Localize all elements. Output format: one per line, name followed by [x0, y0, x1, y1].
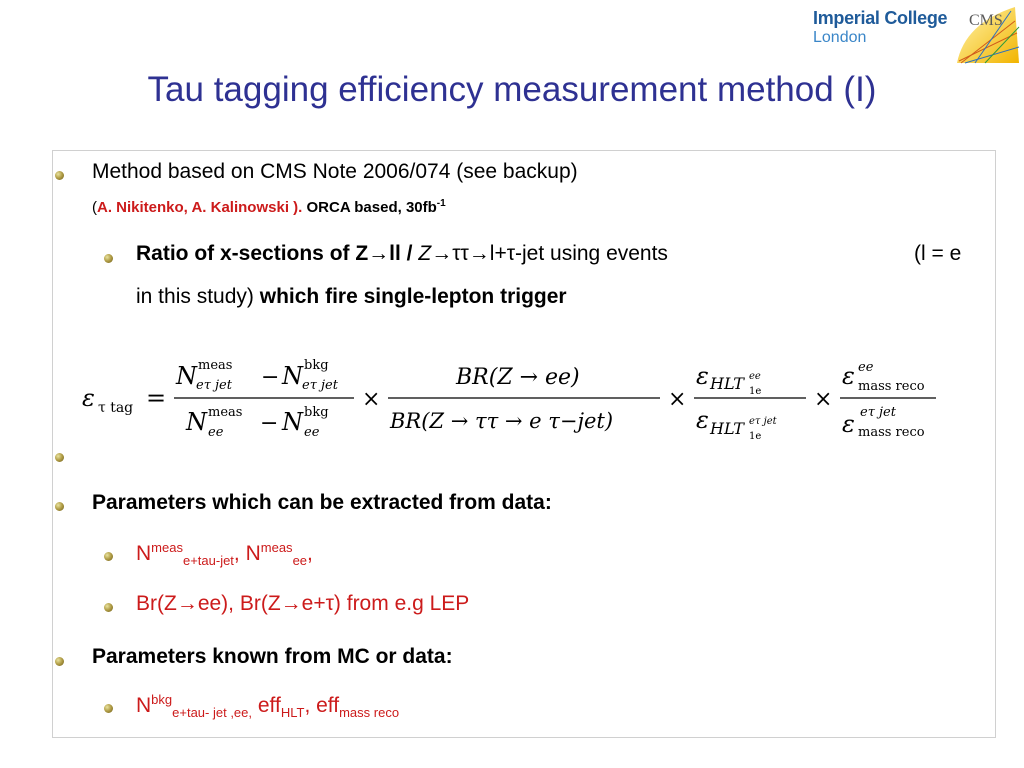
- n-symbol: N: [136, 542, 152, 565]
- f1-den-minus: −: [260, 411, 279, 436]
- f3-den-subsup: eτ jet: [749, 416, 777, 427]
- f1-den-b-sup: bkg: [304, 405, 329, 420]
- slide-title: Tau tagging efficiency measurement method (I): [147, 70, 877, 109]
- f4-den-sup: eτ jet: [860, 405, 896, 420]
- f3-den-subsub: 1e: [749, 431, 762, 442]
- f1-num-a-sup: meas: [198, 358, 233, 373]
- f3-num-subsup: ee: [749, 371, 761, 382]
- f4-num-sub: mass reco: [858, 379, 925, 394]
- f1-den-a-sup: meas: [208, 405, 243, 420]
- bullet-icon: [104, 552, 113, 561]
- f4-num-sup: ee: [858, 360, 874, 375]
- nbkg-sup: bkg: [151, 692, 173, 707]
- bullet-icon: [55, 502, 64, 511]
- f3-den: ε: [696, 406, 709, 434]
- bullet-icon: [55, 657, 64, 666]
- bullet-icon: [104, 254, 113, 263]
- extracted-item2: Br(Z→ee), Br(Z→e+τ) from e.g LEP: [136, 592, 470, 615]
- bullet-icon: [55, 171, 64, 180]
- eff-mass: eff: [310, 694, 340, 717]
- n-sub2: ee: [292, 553, 308, 569]
- ratio-part3: ττ→l+τ-jet using events: [452, 242, 668, 265]
- ratio-line1: [136, 242, 668, 266]
- n-end: ,: [307, 542, 313, 565]
- formula-lhs-sub: τ tag: [98, 400, 134, 416]
- f1-den-b-sub: ee: [304, 425, 320, 440]
- n-sub: e+tau-jet: [182, 553, 234, 569]
- f1-num-b: N: [282, 362, 303, 390]
- ratio-line2: [136, 285, 567, 309]
- f2-num: BR(Z → ee): [456, 365, 580, 390]
- f1-den-b: N: [282, 408, 303, 436]
- eff-hlt: eff: [252, 694, 281, 717]
- bullet-icon: [55, 453, 64, 462]
- extracted-item1: [136, 540, 313, 568]
- f1-den-a: N: [186, 408, 207, 436]
- f3-num: ε: [696, 362, 709, 390]
- known-item1: [136, 692, 399, 720]
- ratio-part2: Z→: [412, 242, 453, 265]
- known-heading: Parameters known from MC or data:: [92, 645, 453, 668]
- citation-line: [92, 198, 446, 216]
- cms-logo-text: CMS: [969, 12, 1003, 29]
- times-3: ×: [814, 387, 833, 412]
- bullet-icon: [104, 704, 113, 713]
- orca-note: ORCA based, 30fb: [306, 199, 437, 216]
- f1-den-a-sub: ee: [208, 425, 224, 440]
- f1-num-a-sub: eτ jet: [196, 378, 232, 393]
- f4-den: ε: [842, 410, 855, 438]
- authors: A. Nikitenko, A. Kalinowski ).: [97, 199, 303, 216]
- nbkg-sub: e+tau- jet ,ee,: [172, 705, 253, 721]
- f1-minus: −: [261, 365, 280, 390]
- f3-num-sub: HLT: [710, 374, 744, 393]
- n-sup: meas: [151, 540, 183, 555]
- efficiency-formula: [78, 346, 948, 446]
- formula-eq: =: [146, 384, 167, 412]
- f3-den-sub: HLT: [710, 419, 744, 438]
- paren-open: (: [92, 199, 97, 216]
- nbkg-symbol: N: [136, 694, 152, 717]
- times-1: ×: [362, 387, 381, 412]
- f4-num: ε: [842, 362, 855, 390]
- ratio-part4: (l = e: [914, 242, 962, 265]
- eff-mass-sub: mass reco: [339, 705, 400, 721]
- logo-line2: London: [813, 29, 867, 46]
- ratio-line2-plain: in this study): [136, 285, 254, 308]
- n-sup2: meas: [260, 540, 293, 555]
- n-sep: , N: [233, 542, 261, 565]
- f1-num-b-sup: bkg: [304, 358, 329, 373]
- f3-num-subsub: 1e: [749, 386, 762, 397]
- f1-num-b-sub: eτ jet: [302, 378, 338, 393]
- times-2: ×: [668, 387, 687, 412]
- eff-hlt-sub: HLT: [280, 705, 305, 721]
- bullet-method: Method based on CMS Note 2006/074 (see backup): [92, 160, 578, 183]
- ratio-part1: Ratio of x-sections of Z→ll /: [136, 242, 413, 265]
- f1-num-a: N: [176, 362, 197, 390]
- f2-den: BR(Z → ττ → e τ−jet): [390, 409, 614, 433]
- ratio-line2-bold: which fire single-lepton trigger: [259, 285, 567, 308]
- formula-lhs: ε: [82, 384, 95, 412]
- eff-comma: ,: [304, 694, 311, 717]
- extracted-heading: Parameters which can be extracted from data:: [92, 491, 552, 514]
- cms-logo-icon: [955, 3, 1021, 65]
- logo-line1: Imperial College: [813, 8, 948, 28]
- orca-sup: -1: [436, 198, 446, 209]
- f4-den-sub: mass reco: [858, 425, 925, 440]
- bullet-icon: [104, 603, 113, 612]
- imperial-college-logo: [813, 8, 947, 48]
